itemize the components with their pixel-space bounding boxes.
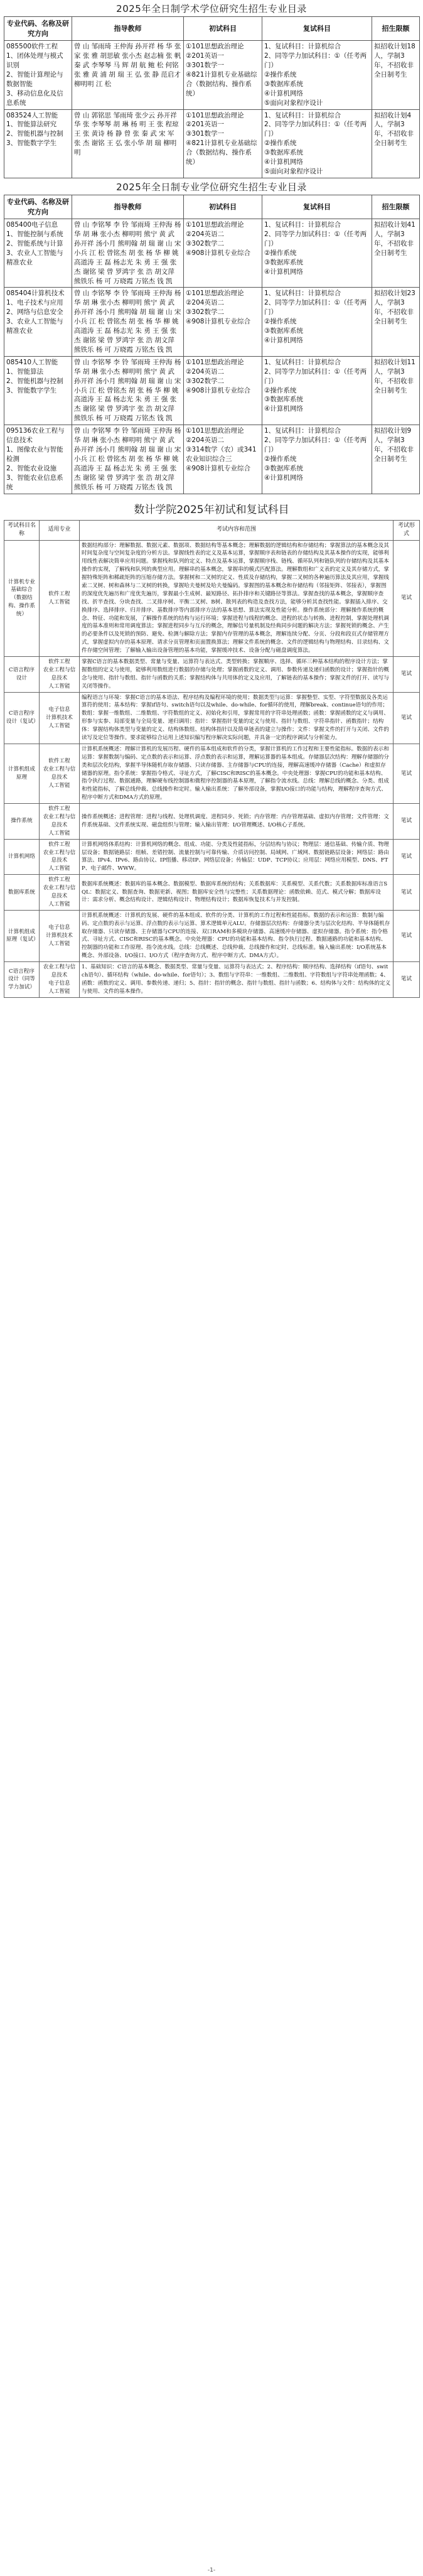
major-cell <box>4 41 72 109</box>
research-direction: 3、智能农业信息系统 <box>6 474 63 491</box>
exam-subject: ③301数学一 <box>186 62 224 70</box>
exam-subject: ③301数学一 <box>186 130 224 138</box>
content-cell: 计算机系统概述：理解计算机的发展历程、硬件的基本组成和软件的分类，掌握计算机的工作过程和主要性能指标。数据的表示和运算：掌握数制与编码、定点数的表示和运算、浮点数的表示和运算，理解运算器的基本组成。存储器层次结构：理解存储器的分类和层次化结构，掌握半导体随机存取存储器、只读存储器、主存储器与CPU的连接，理解高速缓冲存储器（Cache）和虚拟存储器的原理。指令系统：掌握指令格式、寻址方式，了解CISC和RISC的基本概念。中央处理器：掌握CPU的功能和基本结构、指令执行过程、数据通路，理解硬布线控制器和微程序控制器的基本原理，了解指令流水线。总线：理解总线的概念、分类、组成和性能指标，了解总线仲裁、总线操作和定时。输入输出系统：了解外部设备，掌握I/O接口的功能与结构，理解程序查询方式、程序中断方式和DMA方式的原理。 <box>80 744 394 803</box>
academic-table <box>4 16 420 178</box>
table-row <box>4 219 420 288</box>
advisors-cell <box>72 41 184 109</box>
applicable-major: 软件工程 <box>48 590 70 597</box>
quota-cell <box>372 219 420 288</box>
retest-subject: ③数据库系统 <box>264 149 303 157</box>
retest-subject: ③数据库系统 <box>264 464 303 472</box>
applicable-major: 人工智能 <box>48 901 70 907</box>
header-quota: 招生限额 <box>372 195 420 219</box>
research-direction: 2、智能计算理论与数据智能 <box>6 70 63 88</box>
quota-text: 拟招收计划9人，学制3年，不招收非全日制考生 <box>374 427 414 463</box>
exam-row <box>4 744 420 803</box>
retest-subject: 1、复试科目：计算机综合 <box>264 221 341 229</box>
exam-subject: ②204英语二 <box>186 436 224 445</box>
advisor-list: 曾 山 李铭琴 李 铃 邹雨琦 王仲海 杨 华 胡 琳 张小杰 柳明明 熊宁 黄 武 孙开祥 汤小月 熊明翰 胡 瑞 谢 山 宋小兵 江 松 曾铭杰 胡 张 杨 华 柳 姚 高道涛 王 磊 杨志光 朱 勇 王 强 张 杰 谢铭 梁 曾 罗鸿宇 张 浩 胡文萍 熊铁乐 杨 可 万晓霞 万铭杰 钱 凯 <box>74 221 181 285</box>
majors-cell <box>40 839 80 875</box>
major-cell <box>4 425 72 494</box>
header-retest: 复试科目 <box>262 17 372 41</box>
exam-header-row <box>4 520 420 540</box>
quota-cell <box>372 41 420 109</box>
research-direction: 1、智能控制与系统 <box>6 230 63 239</box>
advisor-list: 曾 山 邹雨琦 王仲海 孙开祥 杨 华 张 家 张 雅 胡思敏 张小杰 赵志楠 张 帆 秦 武 李琴琴 马 辉 胡 航 鲍 松 何铭 张 雅 黄 浦 胡 瑞 王 弘 张 静 范启才 柳明明 江 松 <box>74 43 181 88</box>
retest-subject: ⑤面向对象程序设计 <box>264 99 323 107</box>
exam-subject: ③302数学二 <box>186 308 224 317</box>
professional-header-row <box>4 195 420 219</box>
research-direction: 3、智能数字学生 <box>6 139 57 148</box>
professional-section <box>0 180 423 494</box>
header-major: 专业代码、名称及研究方向 <box>4 195 72 219</box>
table-row <box>4 425 420 494</box>
applicable-major: 农业工程与信息技术 <box>43 849 76 864</box>
exam-subject: ①101思想政治理论 <box>186 43 244 51</box>
exam-title: 数计学院2025年初试和复试科目 <box>134 503 289 516</box>
research-direction: 2、智能系统与计算 <box>6 239 63 247</box>
applicable-major: 电子信息 <box>48 980 70 987</box>
subject-cell: 数据库系统 <box>4 875 40 911</box>
exam-cell <box>184 219 262 288</box>
applicable-major: 计算机技术 <box>46 933 73 939</box>
retest-cell <box>262 41 372 109</box>
research-direction: 1、电子技术与应用 <box>6 299 63 307</box>
applicable-major: 农业工程与信息技术 <box>43 814 76 828</box>
applicable-major: 软件工程 <box>48 806 70 813</box>
research-direction: 3、智能数字学生 <box>6 386 57 394</box>
exam-subject: ④821计算机专业基础综合（数据结构、操作系统） <box>186 70 257 97</box>
retest-subject: ②操作系统 <box>264 139 297 148</box>
retest-subject: ③数据库系统 <box>264 258 303 266</box>
majors-cell <box>40 962 80 998</box>
advisors-cell <box>72 219 184 288</box>
retest-subject: 1、复试科目：计算机综合 <box>264 111 341 119</box>
applicable-major: 软件工程 <box>48 758 70 765</box>
research-direction: 2、智能机器与控制 <box>6 130 63 138</box>
header-advisors: 指导教师 <box>72 17 184 41</box>
applicable-major: 人工智能 <box>48 782 70 789</box>
exam-subject: ④821计算机专业基础综合（数据结构、操作系统） <box>186 139 257 166</box>
major-name: 085410人工智能 <box>6 358 58 366</box>
academic-title: 2025年全日制学术学位研究生招生专业目录 <box>116 3 307 14</box>
form-cell: 笔试 <box>394 875 420 911</box>
retest-subject: ②操作系统 <box>264 318 297 326</box>
page-number: -1- <box>207 2567 216 2573</box>
quota-cell <box>372 425 420 494</box>
header-form: 考试形式 <box>394 520 420 540</box>
retest-subject: ②操作系统 <box>264 455 297 463</box>
quota-text: 拟招收计划4人，学制3年，不招收非全日制考生 <box>374 111 414 148</box>
applicable-major: 电子信息 <box>48 706 70 713</box>
exam-subject: ①101思想政治理论 <box>186 111 244 119</box>
exam-cell <box>184 288 262 356</box>
exam-subject: ③302数学二 <box>186 239 224 247</box>
major-name: 083524人工智能 <box>6 111 58 119</box>
retest-subject: 2、同等学力加试科目：①（任考两门） <box>264 299 367 317</box>
exam-subject: ①101思想政治理论 <box>186 427 244 435</box>
exam-subject: ②204英语二 <box>186 230 224 239</box>
research-direction: 3、农业人工智能与精准农业 <box>6 249 63 266</box>
quota-cell <box>372 109 420 178</box>
quota-text: 拟招收计划23人，学制3年，不招收非全日制考生 <box>374 290 415 326</box>
retest-subject: ④计算机网络 <box>264 89 303 97</box>
subject-cell: C语言程序设计 <box>4 656 40 692</box>
header-majors: 适用专业 <box>40 520 80 540</box>
retest-subject: 1、复试科目：计算机综合 <box>264 43 341 51</box>
retest-cell <box>262 288 372 356</box>
exam-subject: ②204英语二 <box>186 299 224 307</box>
table-row <box>4 356 420 425</box>
exam-cell <box>184 41 262 109</box>
advisor-list: 曾 山 李铭琴 李 铃 邹雨琦 王仲海 杨 华 胡 琳 张小杰 柳明明 熊宁 黄 武 孙开祥 汤小月 熊明翰 胡 瑞 谢 山 宋小兵 江 松 曾铭杰 胡 张 杨 华 柳 姚 高道涛 王 磊 杨志光 朱 勇 王 强 张 杰 谢铭 梁 曾 罗鸿宇 张 浩 胡文萍 熊铁乐 杨 可 万晓霞 万铭杰 钱 凯 <box>74 358 181 423</box>
research-direction: 3、农业人工智能与精准农业 <box>6 318 63 335</box>
applicable-major: 人工智能 <box>48 830 70 836</box>
form-cell: 笔试 <box>394 540 420 656</box>
content-cell: 数据库系统概述：数据库的基本概念、数据模型、数据库系统的结构；关系数据库：关系模型、关系代数；关系数据库标准语言SQL：数据定义、数据查询、数据更新、视图；数据库安全性与完整性；关系数据理论：函数依赖、范式、模式分解；数据库设计：需求分析、概念结构设计、逻辑结构设计、物理结构设计；数据库恢复技术与并发控制。 <box>80 875 394 911</box>
research-direction: 1、智能算法 <box>6 367 44 376</box>
advisors-cell <box>72 109 184 178</box>
table-row <box>4 41 420 109</box>
major-name: 095136农业工程与信息技术 <box>6 427 65 445</box>
exam-row <box>4 875 420 911</box>
retest-subject: 1、复试科目：计算机综合 <box>264 358 341 366</box>
exam-row <box>4 910 420 961</box>
header-advisors: 指导教师 <box>72 195 184 219</box>
applicable-major: 电子信息 <box>48 924 70 931</box>
quota-text: 拟招收计划41人，学制3年，不招收非全日制考生 <box>374 221 415 257</box>
content-cell: 编程语言与环境：掌握C语言的基本语法、程序结构及编程环境的使用；数据类型与运算：掌握整型、实型、字符型数据及各类运算符的使用；基本结构：掌握if语句、switch语句以及while、do-while、for循环的使用，理解break、continue语句的作用；数组：掌握一维数组、二维数组、字符数组的定义、初始化和引用，掌握常用的字符串处理函数；函数：掌握函数的定义与调用、形参与实参、局部变量与全局变量、递归调用；指针：掌握指针变量的定义与使用、指针与数组、字符串指针、函数指针；结构体：掌握结构体类型与变量的定义、结构体数组、结构体指针以及简单链表的建立与操作；文件：掌握文件的打开与关闭、文件的读写及定位等操作。要求能够综合运用上述知识编写程序解决实际问题，并具备一定的程序调试与分析能力。 <box>80 692 394 744</box>
header-major: 专业代码、名称及研究方向 <box>4 17 72 41</box>
research-direction: 2、智能机器与控制 <box>6 377 63 385</box>
subject-cell: 计算机网络 <box>4 839 40 875</box>
majors-cell <box>40 804 80 840</box>
advisor-list: 曾 山 李铭琴 李 铃 邹雨琦 王仲海 杨 华 胡 琳 张小杰 柳明明 熊宁 黄 武 孙开祥 汤小月 熊明翰 胡 瑞 谢 山 宋小兵 江 松 曾铭杰 胡 张 杨 华 柳 姚 高道涛 王 磊 杨志光 朱 勇 王 强 张 杰 谢铭 梁 曾 罗鸿宇 张 浩 胡文萍 熊铁乐 杨 可 万晓霞 万铭杰 钱 凯 <box>74 290 181 354</box>
subject-cell: 计算机组成原理 <box>4 744 40 803</box>
retest-subject: ④计算机网络 <box>264 474 303 482</box>
content-cell: 数据结构部分：理解数据、数据元素、数据项、数据结构等基本概念；理解数据的逻辑结构和存储结构；掌握算法的基本概念及其时间复杂度与空间复杂度的分析方法。掌握线性表的定义及基本运算，掌握顺序表和链表的存储结构及其基本操作的实现，能够利用线性表解决简单应用问题。掌握栈和队列的定义、特点及基本运算，掌握顺序栈、链栈、循环队列和链队列的存储结构及其基本操作的实现，了解栈和队列的典型应用。理解串的基本概念，掌握串的模式匹配算法。理解数组和广义表的定义及其存储方式，掌握特殊矩阵和稀疏矩阵的压缩存储方法。掌握树和二叉树的定义、性质及存储结构，掌握二叉树的各种遍历算法及其应用，掌握线索二叉树、树和森林与二叉树的转换，掌握哈夫曼树及哈夫曼编码。掌握图的基本概念和存储结构（邻接矩阵、邻接表），掌握图的深度优先遍历和广度优先遍历，掌握最小生成树、最短路径、拓扑排序和关键路径等算法。掌握查找的基本概念，掌握顺序查找、折半查找、分块查找、二叉排序树、平衡二叉树、B树、散列表的构造及查找方法，能够分析其查找性能。掌握插入排序、交换排序、选择排序、归并排序、基数排序等内部排序方法的基本思想、算法实现及性能分析。操作系统部分：理解操作系统的概念、特征、功能和发展，了解操作系统的结构与运行环境；掌握进程与线程的概念、进程的状态与转换、进程控制，掌握处理机调度的基本准则和常用调度算法；掌握进程同步与互斥的概念，理解信号量机制及经典同步问题的解决方法；掌握死锁的概念、产生的必要条件以及死锁的预防、避免、检测与解除方法；掌握内存管理的基本概念，理解连续分配、分页、分段和段页式存储管理方式，掌握虚拟内存的基本原理、请求分页管理和页面置换算法；理解文件系统的概念、文件的逻辑结构与物理结构、目录结构、文件存储空间管理；了解输入输出设备管理的基本功能，掌握缓冲技术、设备分配与磁盘调度算法。 <box>80 540 394 656</box>
research-direction: 2、网络与信息安全 <box>6 308 63 317</box>
exam-row <box>4 962 420 998</box>
major-name: 085500软件工程 <box>6 43 58 51</box>
table-row <box>4 288 420 356</box>
retest-subject: 2、同等学力加试科目：①（任考两门） <box>264 121 367 138</box>
exam-subject: ①101思想政治理论 <box>186 221 244 229</box>
retest-subject: ④计算机网络 <box>264 158 303 166</box>
quota-text: 拟招收计划18人，学制3年，不招收非全日制考生 <box>374 43 415 78</box>
exam-subject: ③302数学二 <box>186 377 224 385</box>
majors-cell <box>40 656 80 692</box>
majors-cell <box>40 744 80 803</box>
exam-subject: ④908计算机专业综合 <box>186 249 250 257</box>
applicable-major: 人工智能 <box>48 940 70 947</box>
retest-cell <box>262 109 372 178</box>
applicable-major: 农业工程与信息技术 <box>43 964 76 979</box>
header-content: 考试内容和范围 <box>80 520 394 540</box>
subject-cell: 计算机专业基础综合（数据结构、操作系统） <box>4 540 40 656</box>
form-cell: 笔试 <box>394 692 420 744</box>
applicable-major: 农业工程与信息技术 <box>43 885 76 900</box>
advisor-list: 曾 山 李铭琴 李 铃 邹雨琦 王仲海 杨 华 胡 琳 张小杰 柳明明 熊宁 黄 武 孙开祥 汤小月 熊明翰 胡 瑞 谢 山 宋小兵 江 松 曾铭杰 胡 张 杨 华 柳 姚 高道涛 王 磊 杨志光 朱 勇 王 强 张 杰 谢铭 梁 曾 罗鸿宇 张 浩 胡文萍 熊铁乐 杨 可 万晓霞 万铭杰 钱 凯 <box>74 427 181 491</box>
retest-cell <box>262 356 372 425</box>
exam-subject: ②204英语二 <box>186 367 224 376</box>
research-direction: 2、智能农业设施 <box>6 464 57 472</box>
subject-cell: 计算机组成原理（复试） <box>4 910 40 961</box>
exam-row <box>4 692 420 744</box>
header-retest: 复试科目 <box>262 195 372 219</box>
professional-title: 2025年全日制专业学位研究生招生专业目录 <box>116 181 307 193</box>
research-direction: 3、移动信息化及信息系统 <box>6 89 63 107</box>
applicable-major: 人工智能 <box>48 722 70 729</box>
majors-cell <box>40 540 80 656</box>
retest-subject: ③数据库系统 <box>264 327 303 335</box>
applicable-major: 人工智能 <box>48 598 70 605</box>
applicable-major: 计算机技术 <box>46 714 73 721</box>
applicable-major: 软件工程 <box>48 877 70 884</box>
retest-subject: ②操作系统 <box>264 386 297 394</box>
exam-subject: ③314数学（农）或341农业知识综合三 <box>186 445 257 463</box>
applicable-major: 农业工程与信息技术 <box>43 766 76 781</box>
subject-cell: C语言程序设计（同等学力加试） <box>4 962 40 998</box>
advisors-cell <box>72 425 184 494</box>
exam-row <box>4 540 420 656</box>
form-cell: 笔试 <box>394 656 420 692</box>
applicable-major: 人工智能 <box>48 865 70 872</box>
content-cell: 掌握C语言的基本数据类型、常量与变量、运算符与表达式、类型转换；掌握顺序、选择、循环三种基本结构的程序设计方法；掌握数组的定义与使用，能够利用数组进行数据的存储与处理；掌握函数的定义、调用、参数传递及递归函数的设计；掌握指针的概念与使用、指针与数组、指针与函数的关系；掌握结构体与共用体的定义及应用，了解链表的基本操作；掌握文件的打开、读写与关闭等操作。 <box>80 656 394 692</box>
exam-subject: ①101思想政治理论 <box>186 290 244 298</box>
majors-cell <box>40 875 80 911</box>
applicable-major: 人工智能 <box>48 988 70 995</box>
exam-row <box>4 839 420 875</box>
retest-subject: ③数据库系统 <box>264 396 303 404</box>
header-exam: 初试科目 <box>184 17 262 41</box>
header-quota: 招生限额 <box>372 17 420 41</box>
retest-subject: ⑤面向对象程序设计 <box>264 168 323 175</box>
retest-subject: ④计算机网络 <box>264 337 303 344</box>
major-cell <box>4 288 72 356</box>
exam-subject: ②201英语一 <box>186 121 224 129</box>
content-cell: 1、基础知识：C语言的基本概念、数据类型、常量与变量、运算符与表达式；2、程序结构：顺序结构、选择结构（if语句、switch语句）、循环结构（while、do-while、for语句）；3、数组与字符串：一维数组、二维数组、字符数组与字符串处理函数；4、函数：函数的定义、调用、参数传递、递归；5、指针：指针的概念、指针与数组、指针与函数；6、结构体与文件：结构体的定义与使用、文件的基本操作。 <box>80 962 394 998</box>
header-subject: 考试科目名称 <box>4 520 40 540</box>
exam-row <box>4 656 420 692</box>
applicable-major: 软件工程 <box>48 841 70 848</box>
research-direction: 1、智能算法研究 <box>6 121 57 129</box>
research-direction: 1、图像农业与智能检测 <box>6 445 63 463</box>
exam-table <box>4 520 420 998</box>
form-cell: 笔试 <box>394 744 420 803</box>
retest-subject: ④计算机网络 <box>264 268 303 276</box>
header-exam: 初试科目 <box>184 195 262 219</box>
retest-cell <box>262 425 372 494</box>
subject-cell: C语言程序设计（复试） <box>4 692 40 744</box>
applicable-major: 软件工程 <box>48 658 70 665</box>
major-name: 085400电子信息 <box>6 221 58 229</box>
retest-subject: 2、同等学力加试科目：①（任考两门） <box>264 52 367 70</box>
form-cell: 笔试 <box>394 839 420 875</box>
advisors-cell <box>72 356 184 425</box>
exam-subject: ①101思想政治理论 <box>186 358 244 366</box>
quota-cell <box>372 356 420 425</box>
major-cell <box>4 356 72 425</box>
majors-cell <box>40 692 80 744</box>
exam-cell <box>184 425 262 494</box>
exam-subject: ④908计算机专业综合 <box>186 318 250 326</box>
content-cell: 操作系统概述；进程管理：进程与线程、处理机调度、进程同步、死锁；内存管理：内存管理基础、虚拟内存管理；文件管理：文件系统基础、文件系统实现、磁盘组织与管理；输入输出管理：I/O管理概述、I/O核心子系统。 <box>80 804 394 840</box>
major-name: 085404计算机技术 <box>6 290 65 298</box>
retest-subject: ②操作系统 <box>264 249 297 257</box>
retest-subject: 1、复试科目：计算机综合 <box>264 290 341 298</box>
content-cell: 计算机网络体系结构：计算机网络的概念、组成、功能、分类及性能指标，分层结构与协议；物理层：通信基础、传输介质、物理层设备；数据链路层：组帧、差错控制、流量控制与可靠传输、介质访问控制、局域网、广域网、数据链路层设备；网络层：路由算法、IPv4、IPv6、路由协议、IP组播、移动IP、网络层设备；传输层：UDP、TCP协议；应用层：网络应用模型、DNS、FTP、电子邮件、WWW。 <box>80 839 394 875</box>
retest-subject: ③数据库系统 <box>264 80 303 88</box>
quota-text: 拟招收计划11人，学制3年，不招收非全日制考生 <box>374 358 415 394</box>
retest-subject: ④计算机网络 <box>264 405 303 413</box>
retest-subject: ②操作系统 <box>264 70 297 78</box>
exam-subject: ④908计算机专业综合 <box>186 386 250 394</box>
content-cell: 计算机系统概述：计算机的发展、硬件的基本组成、软件的分类、计算机的工作过程和性能指标。数据的表示和运算：数制与编码、定点数的表示与运算、浮点数的表示与运算、算术逻辑单元ALU。存储器层次结构：存储器分类与层次化结构、半导体随机存取存储器、只读存储器、主存储器与CPU的连接、双口RAM和多模块存储器、高速缓冲存储器、虚拟存储器。指令系统：指令格式、寻址方式、CISC和RISC的基本概念。中央处理器：CPU的功能和基本结构、指令执行过程、数据通路的功能和基本结构、控制器的功能和工作原理、指令流水线。总线：总线概述、总线仲裁、总线操作和定时、总线标准。输入输出系统：I/O系统基本概念、外部设备、I/O接口、I/O方式（程序查询方式、程序中断方式、DMA方式）。 <box>80 910 394 961</box>
retest-subject: 2、同等学力加试科目：①（任考两门） <box>264 367 367 385</box>
retest-subject: 2、同等学力加试科目：①（任考两门） <box>264 230 367 247</box>
exam-section <box>0 501 423 998</box>
quota-cell <box>372 288 420 356</box>
majors-cell <box>40 910 80 961</box>
table-row <box>4 109 420 178</box>
retest-cell <box>262 219 372 288</box>
exam-cell <box>184 109 262 178</box>
exam-row <box>4 804 420 840</box>
research-direction: 1、团体处理与模式识别 <box>6 52 63 70</box>
form-cell: 笔试 <box>394 804 420 840</box>
applicable-major: 人工智能 <box>48 683 70 690</box>
advisor-list: 曾 山 郭铭思 邹雨琦 张少云 孙开祥 华 张 李琴琴 胡 琳 杨 明 王 张 程琼 王 张 黄诗 杨 静 曾 张 秦 武 宋 军 张 杰 谢铭 王 弘 张小华 胡 瑞 柳明明 <box>74 111 179 157</box>
form-cell: 笔试 <box>394 910 420 961</box>
academic-header-row <box>4 17 420 41</box>
form-cell: 笔试 <box>394 962 420 998</box>
applicable-major: 农业工程与信息技术 <box>43 666 76 681</box>
academic-section <box>0 2 423 178</box>
exam-cell <box>184 356 262 425</box>
major-cell <box>4 219 72 288</box>
exam-subject: ②201英语一 <box>186 52 224 60</box>
subject-cell: 操作系统 <box>4 804 40 840</box>
exam-subject: ④908计算机专业综合 <box>186 464 250 472</box>
advisors-cell <box>72 288 184 356</box>
professional-table <box>4 195 420 494</box>
major-cell <box>4 109 72 178</box>
retest-subject: 1、复试科目：计算机综合 <box>264 427 341 435</box>
retest-subject: 2、同等学力加试科目：①（任考两门） <box>264 436 367 453</box>
